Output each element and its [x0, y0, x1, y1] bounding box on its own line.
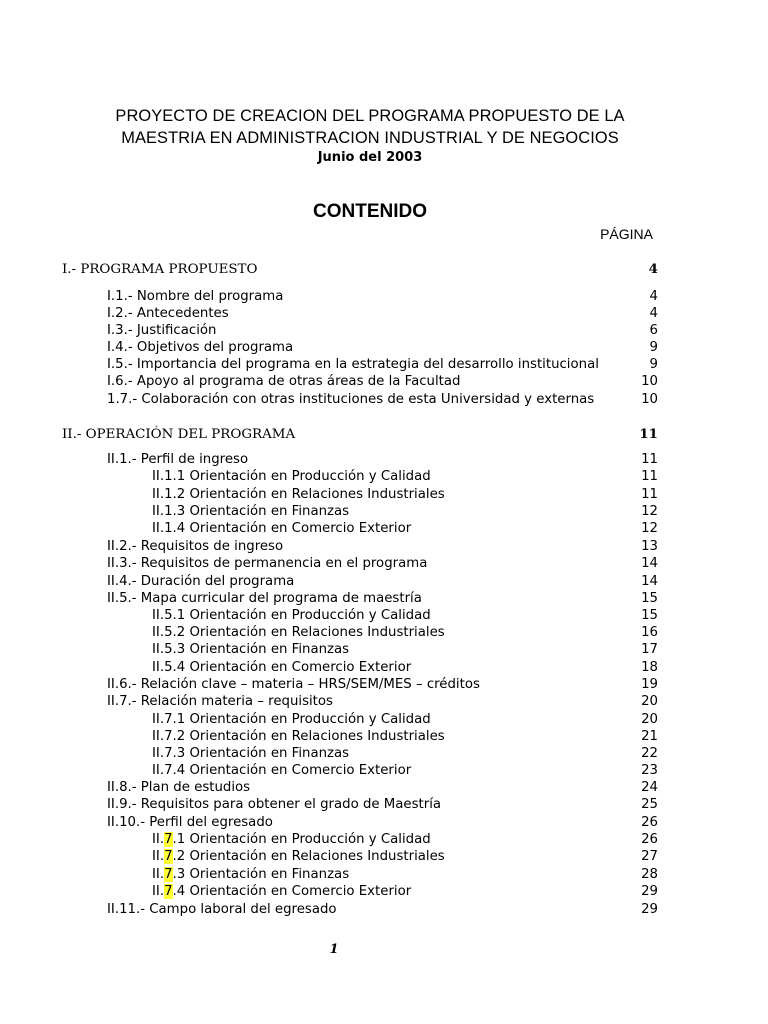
- toc-entry-label: II.- OPERACIÓN DEL PROGRAMA: [62, 427, 296, 442]
- toc-entry-label: I.- PROGRAMA PROPUESTO: [62, 262, 258, 277]
- toc-entry-label: II.7.3 Orientación en Finanzas: [152, 746, 350, 761]
- toc-entry-label: II.8.- Plan de estudios: [107, 780, 251, 795]
- toc-entry-label: II.9.- Requisitos para obtener el grado de Maestría: [107, 797, 442, 812]
- toc-entry-row: [0, 779, 768, 796]
- toc-entry-label: I.5.- Importancia del programa en la estrategia del desarrollo institucional: [107, 357, 599, 372]
- footer-page-number: 1: [329, 942, 339, 957]
- toc-entry-row: [0, 555, 768, 572]
- toc-page-number: 18: [641, 660, 658, 675]
- toc-page-number: 15: [641, 591, 658, 606]
- toc-label-prefix: II.: [152, 832, 165, 847]
- toc-page-number: 11: [641, 452, 658, 467]
- toc-entry-row: [0, 339, 768, 356]
- toc-entry-row: [0, 711, 768, 728]
- toc-page-number: 27: [641, 849, 658, 864]
- toc-entry-row: [0, 762, 768, 779]
- toc-entry-label: II.1.4 Orientación en Comercio Exterior: [152, 521, 412, 536]
- toc-page-number: 25: [641, 797, 658, 812]
- toc-entry-label: II.11.- Campo laboral del egresado: [107, 902, 337, 917]
- toc-entry-row: [0, 796, 768, 813]
- highlighted-text: 7: [164, 867, 173, 882]
- toc-page-number: 21: [641, 729, 658, 744]
- toc-page-number: 12: [641, 521, 658, 536]
- toc-label-prefix: II.: [152, 867, 165, 882]
- toc-entry-row: [0, 468, 768, 485]
- toc-page-number: 19: [641, 677, 658, 692]
- toc-entry-label: II.10.- Perfil del egresado: [107, 815, 273, 830]
- toc-entry-label: I.4.- Objetivos del programa: [107, 340, 294, 355]
- toc-entry-row: [0, 322, 768, 339]
- toc-page-number: 26: [641, 832, 658, 847]
- toc-entry-row: [0, 573, 768, 590]
- toc-entry-label: [152, 848, 445, 865]
- toc-entry-row: [0, 503, 768, 520]
- toc-entry-row: [0, 373, 768, 390]
- toc-label-suffix: .1 Orientación en Producción y Calidad: [172, 832, 431, 847]
- toc-entry-row: [0, 659, 768, 676]
- toc-page-number: 4: [649, 289, 658, 304]
- toc-page-number: 4: [649, 306, 658, 321]
- toc-entry-row: [0, 451, 768, 468]
- toc-entry-label: II.3.- Requisitos de permanencia en el programa: [107, 556, 428, 571]
- highlighted-text: 7: [164, 884, 173, 899]
- toc-label-prefix: II.: [152, 849, 165, 864]
- document-date: Junio del 2003: [317, 150, 423, 165]
- toc-entry-row: [0, 288, 768, 305]
- toc-page-number: 11: [641, 487, 658, 502]
- toc-entry-label: I.2.- Antecedentes: [107, 306, 229, 321]
- toc-page-number: 17: [641, 642, 658, 657]
- contents-heading: CONTENIDO: [313, 201, 427, 222]
- toc-entry-label: I.3.- Justificación: [107, 323, 217, 338]
- toc-entry-row: [0, 538, 768, 555]
- toc-entry-label: II.5.2 Orientación en Relaciones Industriales: [152, 625, 445, 640]
- toc-page-number: 14: [641, 574, 658, 589]
- toc-entry-row: [0, 641, 768, 658]
- toc-entry-label: [152, 883, 411, 900]
- toc-page-number: 22: [641, 746, 658, 761]
- toc-page-number: 15: [641, 608, 658, 623]
- toc-entry-row: [0, 305, 768, 322]
- toc-label-suffix: .2 Orientación en Relaciones Industriales: [172, 849, 445, 864]
- toc-entry-row: [0, 624, 768, 641]
- toc-entry-label: II.7.- Relación materia – requisitos: [107, 694, 333, 709]
- toc-page-number: 23: [641, 763, 658, 778]
- toc-label-suffix: .3 Orientación en Finanzas: [172, 867, 350, 882]
- toc-entry-label: II.7.1 Orientación en Producción y Calidad: [152, 712, 431, 727]
- toc-entry-row: [0, 520, 768, 537]
- toc-label-prefix: II.: [152, 884, 165, 899]
- toc-page-number: 13: [641, 539, 658, 554]
- toc-entry-label: I.6.- Apoyo al programa de otras áreas de la Facultad: [107, 374, 461, 389]
- toc-section-row: [0, 426, 768, 443]
- toc-entry-row: [0, 693, 768, 710]
- toc-page-number: 20: [641, 712, 658, 727]
- toc-entry-row: [0, 848, 768, 865]
- toc-entry-label: II.1.- Perfil de ingreso: [107, 452, 249, 467]
- toc-entry-label: II.4.- Duración del programa: [107, 574, 295, 589]
- toc-page-number: 28: [641, 867, 658, 882]
- toc-entry-label: II.2.- Requisitos de ingreso: [107, 539, 284, 554]
- toc-entry-row: [0, 745, 768, 762]
- toc-entry-label: II.1.1 Orientación en Producción y Calidad: [152, 469, 431, 484]
- toc-entry-row: [0, 831, 768, 848]
- toc-entry-label: [152, 831, 431, 848]
- toc-page-number: 26: [641, 815, 658, 830]
- page-column-heading: PÁGINA: [600, 226, 653, 242]
- toc-page-number: 4: [648, 261, 658, 277]
- toc-page-number: 11: [639, 426, 658, 442]
- toc-page-number: 20: [641, 694, 658, 709]
- toc-page-number: 9: [649, 357, 658, 372]
- toc-page-number: 29: [641, 884, 658, 899]
- toc-page-number: 10: [641, 374, 658, 389]
- highlighted-text: 7: [164, 832, 173, 847]
- toc-entry-row: [0, 391, 768, 408]
- toc-page-number: 24: [641, 780, 658, 795]
- toc-entry-label: 1.7.- Colaboración con otras instituciones de esta Universidad y externas: [107, 392, 595, 407]
- toc-entry-label: II.1.3 Orientación en Finanzas: [152, 504, 350, 519]
- toc-page-number: 14: [641, 556, 658, 571]
- toc-entry-row: [0, 883, 768, 900]
- toc-entry-row: [0, 814, 768, 831]
- toc-entry-row: [0, 901, 768, 918]
- toc-label-suffix: .4 Orientación en Comercio Exterior: [172, 884, 412, 899]
- toc-page-number: 16: [641, 625, 658, 640]
- document-title-line-1: PROYECTO DE CREACION DEL PROGRAMA PROPUESTO DE LA: [115, 107, 625, 125]
- toc-entry-row: [0, 866, 768, 883]
- toc-page-number: 11: [641, 469, 658, 484]
- toc-entry-row: [0, 607, 768, 624]
- toc-entry-label: II.6.- Relación clave – materia – HRS/SEM/MES – créditos: [107, 677, 480, 692]
- toc-entry-label: II.7.2 Orientación en Relaciones Industriales: [152, 729, 445, 744]
- toc-entry-row: [0, 486, 768, 503]
- toc-entry-label: [152, 866, 349, 883]
- toc-entry-row: [0, 590, 768, 607]
- toc-page-number: 10: [641, 392, 658, 407]
- toc-entry-label: II.5.4 Orientación en Comercio Exterior: [152, 660, 412, 675]
- document-title-line-2: MAESTRIA EN ADMINISTRACION INDUSTRIAL Y DE NEGOCIOS: [121, 129, 619, 147]
- highlighted-text: 7: [164, 849, 173, 864]
- toc-page-number: 29: [641, 902, 658, 917]
- toc-entry-row: [0, 356, 768, 373]
- toc-entry-label: II.5.- Mapa curricular del programa de maestría: [107, 591, 422, 606]
- toc-entry-label: II.5.1 Orientación en Producción y Calidad: [152, 608, 431, 623]
- toc-page-number: 9: [649, 340, 658, 355]
- toc-page-number: 6: [649, 323, 658, 338]
- toc-section-row: [0, 261, 768, 278]
- toc-entry-label: I.1.- Nombre del programa: [107, 289, 284, 304]
- toc-entry-row: [0, 676, 768, 693]
- toc-entry-row: [0, 728, 768, 745]
- toc-page-number: 12: [641, 504, 658, 519]
- toc-entry-label: II.7.4 Orientación en Comercio Exterior: [152, 763, 412, 778]
- toc-entry-label: II.1.2 Orientación en Relaciones Industriales: [152, 487, 445, 502]
- toc-entry-label: II.5.3 Orientación en Finanzas: [152, 642, 350, 657]
